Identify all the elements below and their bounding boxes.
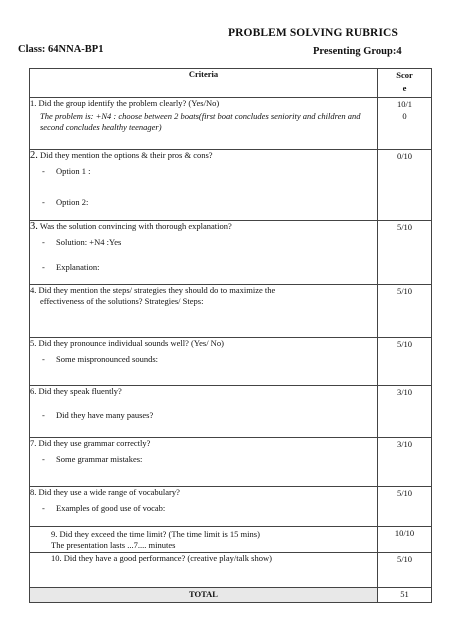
criteria-cell: [30, 527, 378, 553]
criteria-cell: [30, 221, 378, 285]
criteria-cell: [30, 150, 378, 221]
question-text: 4. Did they mention the steps/ strategies they should do to maximize the: [30, 285, 276, 295]
sub-item: - Explanation:: [30, 262, 377, 273]
sub-item: - Some grammar mistakes:: [30, 454, 377, 465]
question-text: 6. Did they speak fluently?: [30, 386, 122, 396]
sub-item: - Option 2:: [30, 197, 377, 208]
criteria-cell: [30, 438, 378, 487]
table-row: [30, 338, 432, 386]
question-text: [30, 221, 377, 232]
table-row: [30, 221, 432, 285]
criteria-cell: [30, 285, 378, 338]
sub-item: - Examples of good use of vocab:: [30, 503, 377, 514]
table-row: [30, 150, 432, 221]
class-label: Class: 64NNA-BP1: [18, 44, 104, 55]
score-line2: 0: [402, 111, 407, 121]
question-continuation: The presentation lasts ...7.... minutes: [51, 540, 176, 550]
sub-item: - Did they have many pauses?: [30, 410, 377, 421]
question-text: 7. Did they use grammar correctly?: [30, 438, 151, 448]
criteria-cell: [30, 487, 378, 527]
score-cell: 5/10: [378, 487, 432, 527]
score-cell: 5/10: [378, 285, 432, 338]
sub-item: - Solution: +N4 :Yes: [30, 237, 377, 248]
presenting-group-label: Presenting Group:4: [313, 46, 402, 57]
document-title: PROBLEM SOLVING RUBRICS: [228, 27, 398, 39]
question-text: 5. Did they pronounce individual sounds well? (Yes/ No): [30, 338, 224, 348]
sub-item: - Option 1 :: [30, 166, 377, 177]
table-row: [30, 553, 432, 588]
score-line1: 10/1: [396, 99, 413, 109]
score-header-line1: Scor: [396, 70, 413, 80]
table-row: [30, 285, 432, 338]
question-number: 3.: [30, 221, 38, 232]
question-text: 9. Did they exceed the time limit? (The time limit is 15 mins): [51, 529, 260, 539]
criteria-column-header: Criteria: [30, 69, 378, 98]
table-row: [30, 386, 432, 438]
criteria-cell: [30, 338, 378, 386]
table-row: [30, 527, 432, 553]
criteria-cell: [30, 386, 378, 438]
question-text: 1. Did the group identify the problem clearly? (Yes/No): [30, 98, 220, 108]
total-label: TOTAL: [30, 588, 378, 603]
criteria-cell: [30, 553, 378, 588]
score-cell: [378, 98, 432, 150]
total-score: 51: [378, 588, 432, 603]
score-cell: 5/10: [378, 338, 432, 386]
problem-note: The problem is: +N4 : choose between 2 boats(first boat concludes seniority and children and second concludes healthy teenager): [40, 111, 361, 132]
sub-item: - Some mispronounced sounds:: [30, 354, 377, 365]
question-text: 8. Did they use a wide range of vocabulary?: [30, 487, 180, 497]
question-continuation: effectiveness of the solutions? Strategies/ Steps:: [40, 296, 204, 306]
question-body: Was the solution convincing with thorough explanation?: [39, 221, 232, 231]
question-number: 2.: [30, 150, 38, 161]
score-cell: 0/10: [378, 150, 432, 221]
table-row: [30, 487, 432, 527]
score-header-line2: e: [402, 83, 407, 93]
score-cell: 10/10: [378, 527, 432, 553]
rubric-table: [29, 68, 432, 603]
score-cell: 3/10: [378, 438, 432, 487]
score-column-header: [378, 69, 432, 98]
score-cell: 5/10: [378, 553, 432, 588]
table-header-row: [30, 69, 432, 98]
score-cell: 5/10: [378, 221, 432, 285]
score-cell: 3/10: [378, 386, 432, 438]
question-text: [30, 150, 377, 161]
table-row: [30, 438, 432, 487]
question-text: 10. Did they have a good performance? (creative play/talk show): [51, 553, 272, 563]
criteria-cell: [30, 98, 378, 150]
total-row: [30, 588, 432, 603]
table-row: [30, 98, 432, 150]
question-body: Did they mention the options & their pros & cons?: [40, 150, 213, 160]
